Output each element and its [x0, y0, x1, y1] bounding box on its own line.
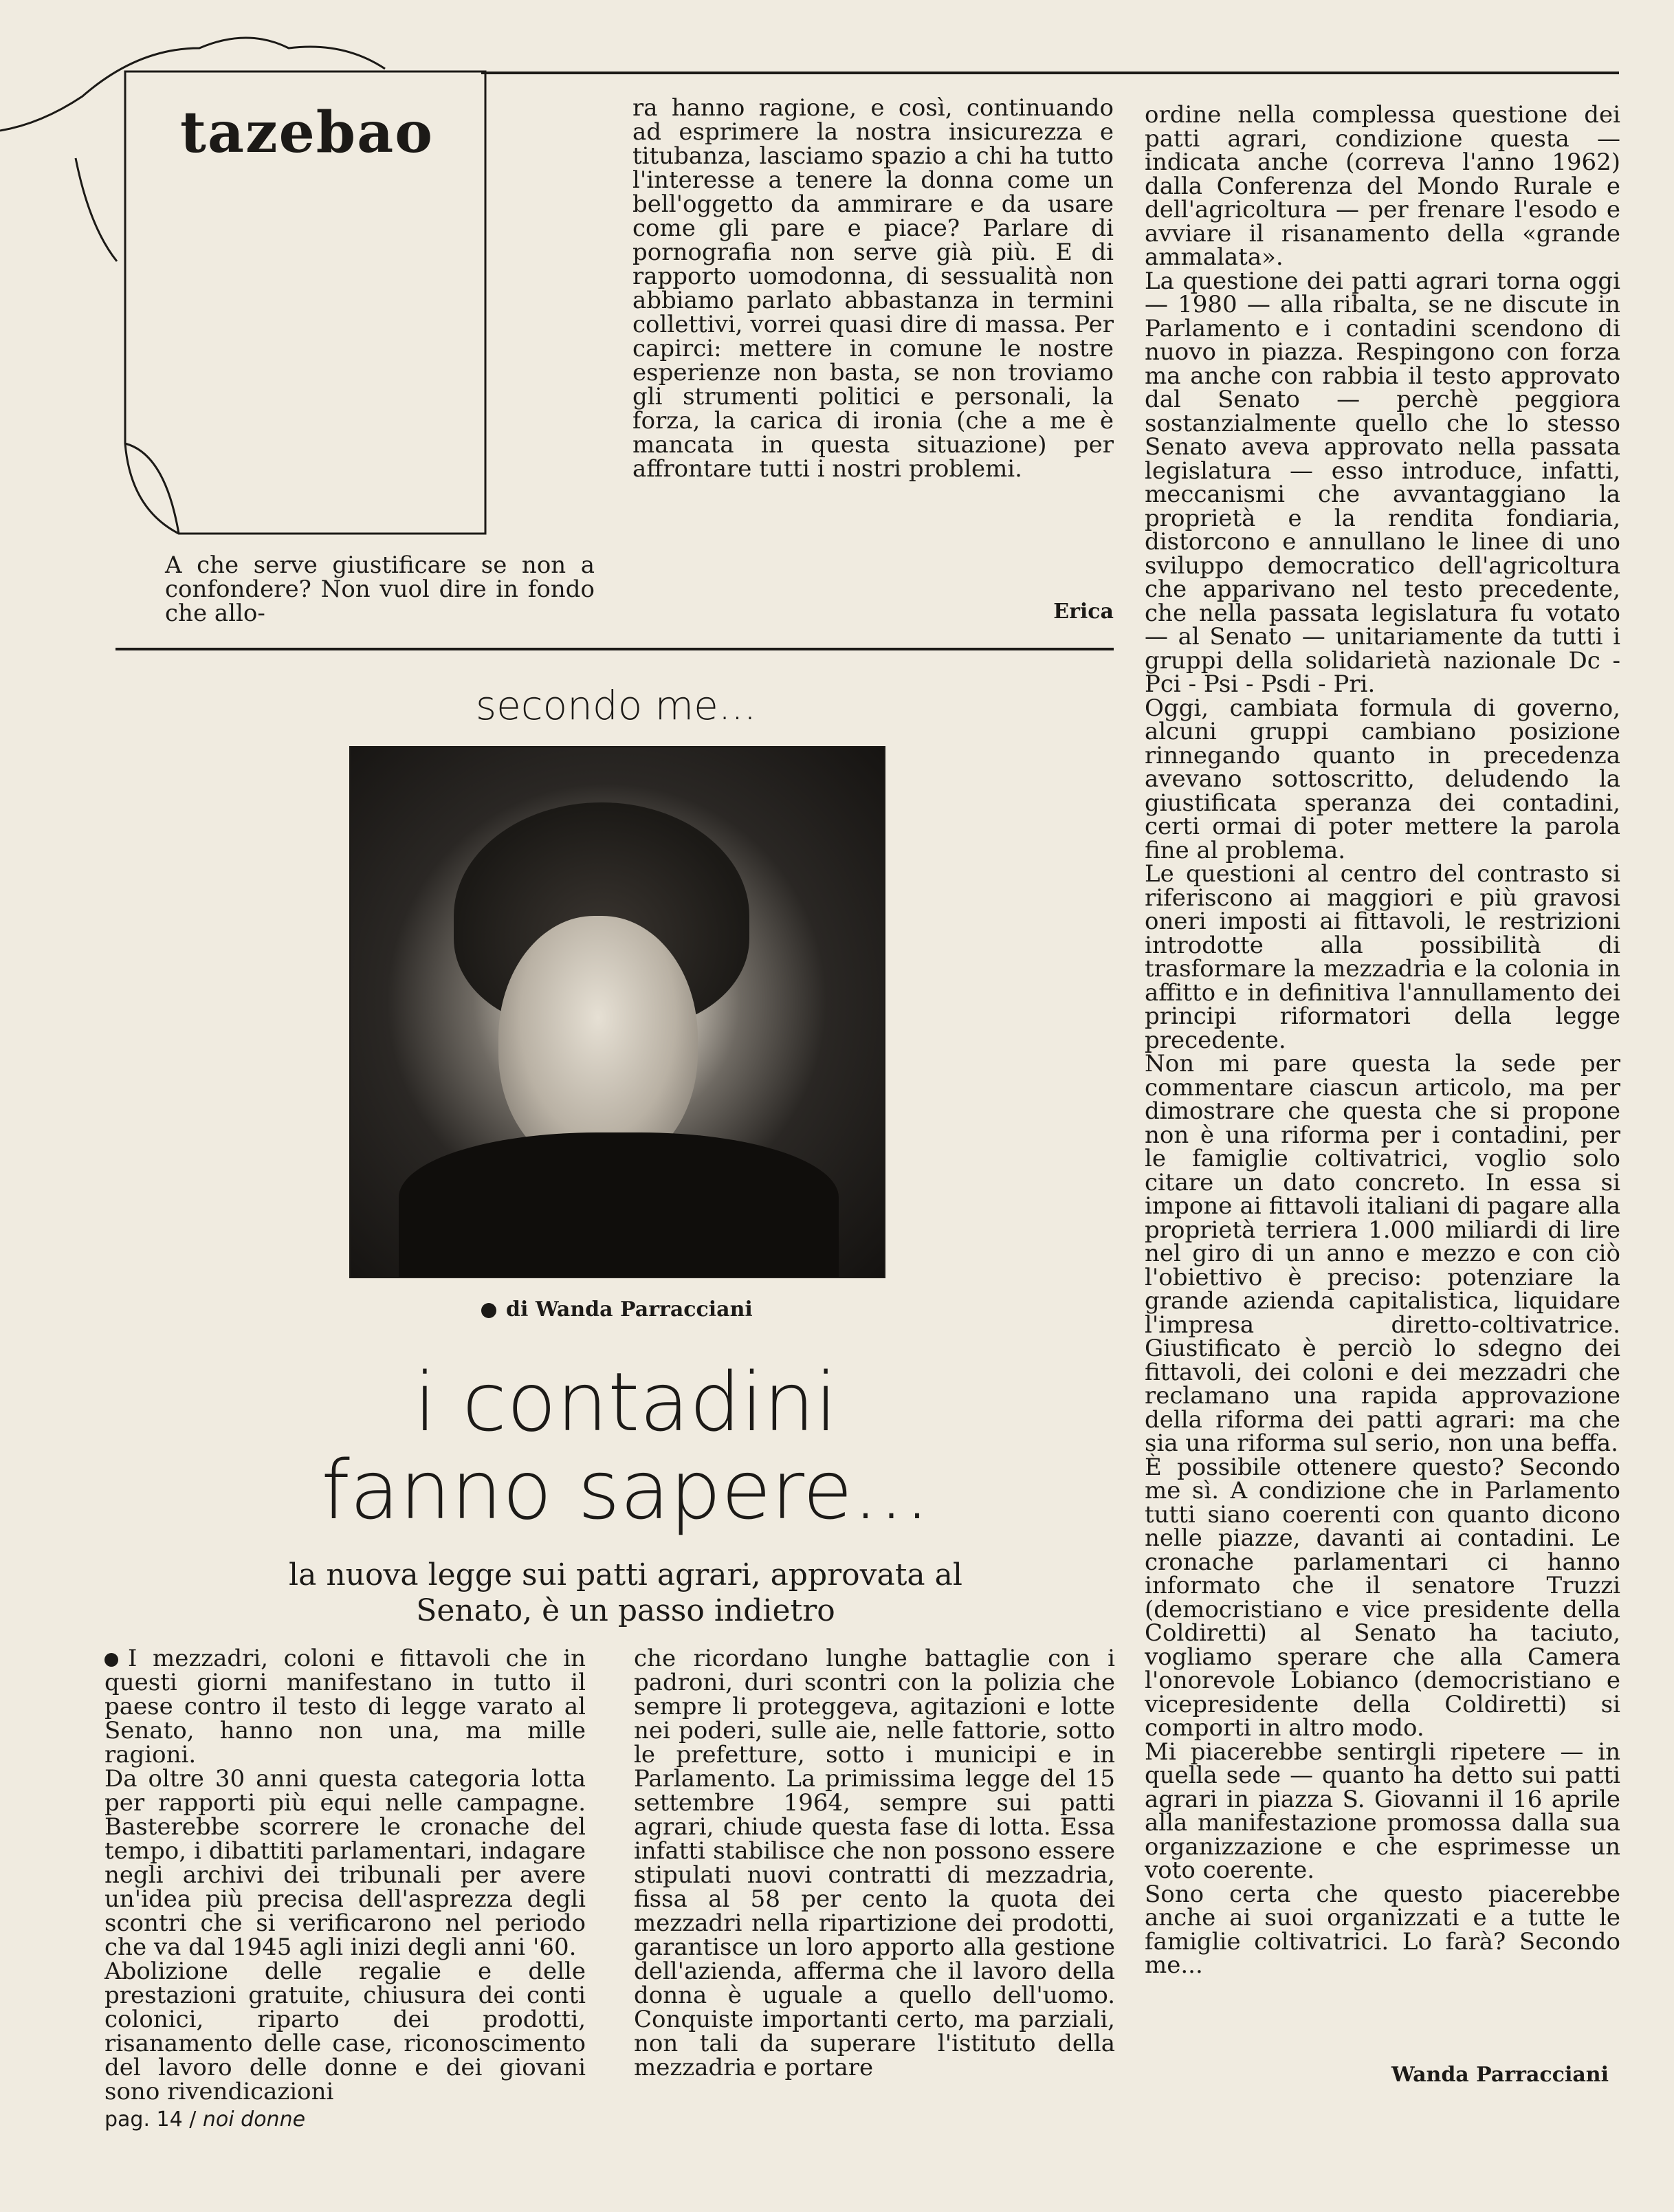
footer-separator: /	[189, 2107, 197, 2132]
tazebao-column-2: ra hanno ragione, e così, continuando ad esprimere la nostra insicurezza e titubanza, lasciamo spazio a chi ha tutto l'interesse a tenere la donna come un bell'oggetto da ammirare e da usare come gli pare e piace? Parlare di pornografia non serve già più. E di rapporto uomodonna, di sessualità non abbiamo parlato abbastanza in termini collettivi, vorrei quasi dire di massa. Per capirci: mettere in comune le nostre esperienze non basta, se non troviamo gli strumenti politici e personali, la forza, la carica di ironia (che a me è mancata in questa situazione) per affrontare tutti i nostri problemi.	[632, 94, 1114, 483]
photo-sweater	[399, 1132, 839, 1277]
subtitle-line-1: la nuova legge sui patti agrari, approvata al	[289, 1557, 962, 1592]
top-rule	[481, 72, 1619, 74]
subtitle-line-2: Senato, è un passo indietro	[416, 1593, 835, 1628]
article-column-right: ordine nella complessa questione dei patti agrari, condizione questa — indicata anche (correva l'anno 1962) dalla Conferenza del Mondo Rurale e dell'agricoltura — per frenare l'esodo e avviare il risanamento della «grande ammalata». La questione dei patti agrari torna oggi — 1980 — alla ribalta, se ne discute in Parlamento e i contadini scendono di nuovo in piazza. Respingono con forza ma anche con rabbia il testo approvato dal Senato — perchè peggiora sostanzialmente quello che lo stesso Senato aveva approvato nella passata legislatura — esso introduce, infatti, meccanismi che avvantaggiano la proprietà e la rendita fondiaria, distorcono e annullano le linee di uno sviluppo democratico dell'agricoltura che apparivano nel testo precedente, che nella passata legislatura fu votato — al Senato — unitariamente da tutti i gruppi della solidarietà nazionale Dc - Pci - Psi - Psdi - Pri. Oggi, cambiata formula di governo, alcuni gruppi cambiano posizione rinnegando quanto in precedenza avevano sottoscritto, deludendo la giustificata speranza dei contadini, certi ormai di poter mettere la parola fine al problema. Le questioni al centro del contrasto si riferiscono ai maggiori e più gravosi oneri imposti ai fittavoli, le restrizioni introdotte alla possibilità di trasformare la mezzadria e la colonia in affitto e in definitiva l'annullamento dei principi riformatori della legge precedente. Non mi pare questa la sede per commentare ciascun articolo, ma per dimostrare che questa che si propone non è una riforma per i contadini, per le famiglie coltivatrici, voglio solo citare un dato concreto. In essa si impone ai fittavoli italiani di pagare alla proprietà terriera 1.000 miliardi di lire nel giro di un anno e mezzo e con ciò l'obiettivo è preciso: potenziare la grande azienda capitalistica, liquidare l'impresa diretto-coltivatrice. Giustificato è perciò lo sdegno dei fittavoli, dei coloni e dei mezzadri che reclamano una rapida approvazione della riforma dei patti agrari: ma che sia una riforma sul serio, non una beffa. È possibile ottenere questo? Secondo me sì. A condizione che in Parlamento tutti siano coerenti con quanto dicono nelle piazze, davanti ai contadini. Le cronache parlamentari ci hanno informato che il senatore Truzzi (democristiano e vice presidente della Coldiretti) al Senato ha taciuto, vogliamo sperare che alla Camera l'onorevole Lobianco (democristiano e vicepresidente della Coldiretti) si comporti in altro modo. Mi piacerebbe sentirgli ripetere — in quella sede — quanto ha detto sui patti agrari in piazza S. Giovanni il 16 aprile alla manifestazione promossa dalla sua organizzazione e che esprimesse un voto coerente. Sono certa che questo piacerebbe anche ai suoi organizzati e a tutte le famiglie coltivatrici. Lo farà? Secondo me...	[1145, 101, 1620, 1979]
byline	[481, 1297, 753, 1322]
bullet-icon	[104, 1653, 118, 1667]
headline	[206, 1355, 1045, 1537]
bullet-icon	[481, 1303, 496, 1318]
subtitle	[206, 1557, 1045, 1629]
page-footer	[104, 2107, 305, 2132]
article-column-middle: che ricordano lunghe battaglie con i padroni, duri scontri con la polizia che sempre li proteggeva, agitazioni e lotte nei poderi, sulle aie, nelle fattorie, sotto le prefetture, sotto i municipi e in Parlamento. La primissima legge del 15 settembre 1964, sempre sui patti agrari, chiude questa fase di lotta. Essa infatti stabilisce che non possono essere stipulati nuovi contratti di mezzadria, fissa al 58 per cento la quota dei mezzadri nella ripartizione dei prodotti, garantisce un loro apporto alla gestione dell'azienda, afferma che il lavoro della donna è uguale a quello dell'uomo. Conquiste importanti certo, ma parziali, non tali da superare l'istituto della mezzadria e portare	[634, 1645, 1115, 2081]
byline-text: di Wanda Parracciani	[506, 1297, 753, 1322]
tazebao-title: tazebao	[180, 100, 434, 166]
headline-line-2: fanno sapere...	[321, 1443, 930, 1537]
headline-line-1: i contadini	[414, 1355, 837, 1449]
magazine-name: noi donne	[202, 2107, 306, 2132]
article-signature: Wanda Parracciani	[1391, 2063, 1609, 2087]
tazebao-column-1: A che serve giustificare se non a confondere? Non vuol dire in fondo che allo-	[165, 551, 595, 627]
tazebao-signature: Erica	[1053, 600, 1114, 624]
author-photo	[349, 746, 885, 1278]
section-title: secondo me...	[475, 682, 757, 729]
article-column-left-text: I mezzadri, coloni e fittavoli che in questi giorni manifestano in tutto il paese contro il testo di legge varato al Senato, hanno non una, ma mille ragioni. Da oltre 30 anni questa categoria lotta per rapporti più equi nelle campagne. Basterebbe scorrere le cronache del tempo, i dibattiti parlamentari, indagare negli archivi dei tribunali per avere un'idea più precisa dell'asprezza degli scontri che si verificarono nel periodo che va dal 1945 agli inizi degli anni '60. Abolizione delle regalie e delle prestazioni gratuite, chiusura dei conti colonici, riparto dei prodotti, risanamento delle case, riconoscimento del lavoro delle donne e dei giovani sono rivendicazioni	[104, 1645, 586, 2105]
article-column-left	[104, 1647, 586, 2104]
section-rule	[115, 648, 1114, 650]
page-number: pag. 14	[104, 2107, 183, 2132]
